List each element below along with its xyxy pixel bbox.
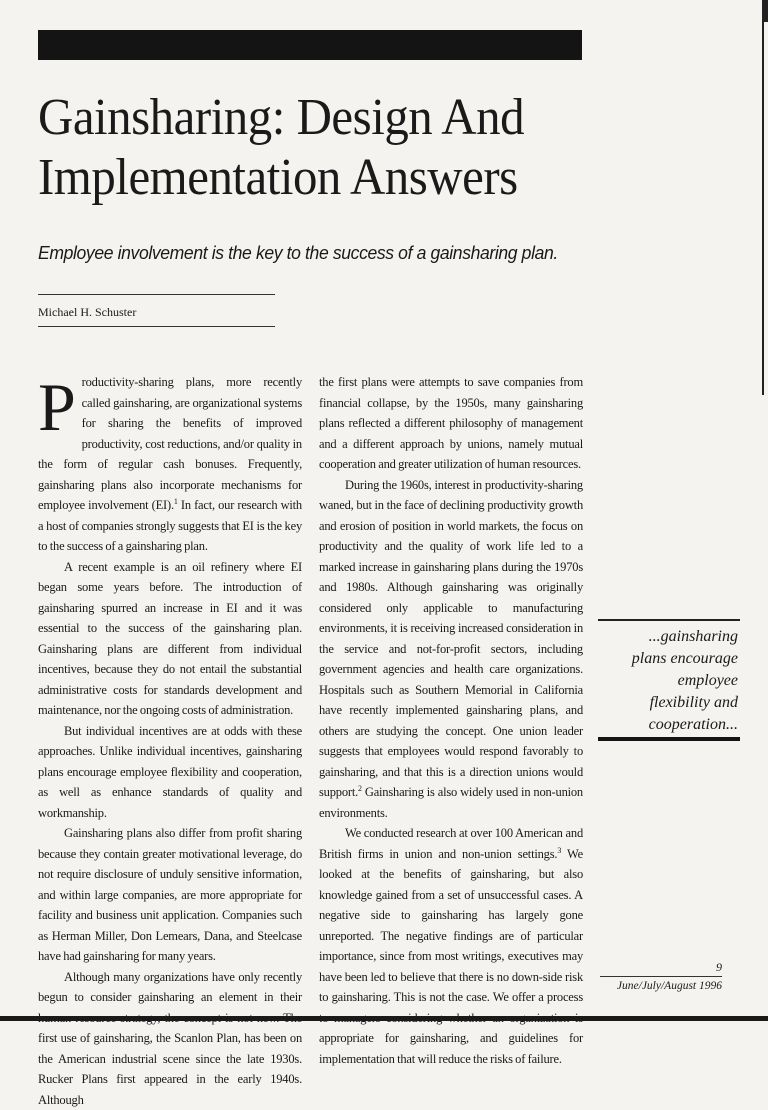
paragraph: Although many organizations have only recently begun to consider gainsharing an element in their first use of gainsharing, the Scanlon Plan, has been on the American industrial scene since the late 1930s. Rucker Plans first appeared in the early 1940s. Although [38, 967, 302, 1110]
author-rule-bottom [38, 326, 275, 327]
paragraph-text: Gainsharing is also widely used in non-union environments. [319, 785, 583, 820]
drop-cap: P [38, 374, 76, 436]
bottom-bar [0, 1016, 768, 1021]
paragraph-text: We looked at the benefits of gainsharing, but also knowledge gained from a set of unsuccessful cases. A negative side to gainsharing has largely gone unreported. The negative findings are of particular importance, since from most writings, executives may have been led to believe that there is no down-side risk to gainsharing. This is not the case. We offer a process appropriate for gainsharing, and guidelines for implementation that will reduce the risks of failure. [319, 847, 583, 1066]
article-title [38, 88, 621, 208]
page-number: 9 [600, 960, 722, 975]
text-column-1 [38, 372, 302, 1110]
pullquote-line: ...gainsharing [598, 626, 738, 648]
pullquote-rule-bottom [598, 737, 740, 741]
issue-date: June/July/August 1996 [600, 980, 722, 992]
pullquote-line: plans encourage [598, 648, 738, 670]
paragraph [38, 372, 302, 557]
paragraph: But individual incentives are at odds with these approaches. Unlike individual incentives, gainsharing plans encourage employee flexibility and cooperation, as well as enhance standards of quality and workmanship. [38, 721, 302, 824]
title-line-2: Implementation Answers [38, 149, 518, 206]
pullquote [598, 626, 738, 736]
paragraph [319, 475, 583, 824]
paragraph-text: In fact, our research with a host of companies strongly suggests that EI is the key to the success of a gainsharing plan. [38, 498, 302, 553]
footer-rule [600, 976, 722, 977]
pullquote-line: flexibility and [598, 692, 738, 714]
paragraph-text: During the 1960s, interest in productivity-sharing waned, but in the face of declining productivity growth and erosion of position in world markets, the focus on productivity and the quality of work life led to a marked increase in gainsharing plans during the 1970s and 1980s. Although gainsharing was originally considered only applicable to manufacturing environments, it is receiving increased consideration in the service and not-for-profit sectors, including government agencies and health care organizations. Hospitals such as Southern Memorial in California have recently implemented gainsharing plans, and others are studying the concept. One union leader suggests that employees would respond favorably to gainsharing, and that this is a direction unions would support. [319, 478, 583, 800]
page-edge-tick [764, 0, 768, 22]
footnote-ref: 1 [174, 497, 178, 506]
article-subtitle: Employee involvement is the key to the success of a gainsharing plan. [38, 242, 558, 264]
footnote-ref: 2 [358, 784, 362, 793]
text-column-2 [319, 372, 583, 1069]
header-bar [38, 30, 582, 60]
paragraph-text: roductivity-sharing plans, more recently called gainsharing, are organizational systems for sharing the benefits of improved productivity, cost reductions, and/or quality in the form of regular cash bonuses. Frequently, gainsharing plans also incorporate mechanisms for employee involvement (EI). [38, 375, 302, 512]
paragraph: the first plans were attempts to save companies from financial collapse, by the 1950s, many gainsharing plans reflected a different philosophy of management and a different approach by unions, namely mutual cooperation and greater utilization of human resources. [319, 372, 583, 475]
pullquote-rule-top [598, 619, 740, 621]
author-byline: Michael H. Schuster [38, 305, 136, 320]
page-edge-line [762, 0, 764, 395]
author-rule-top [38, 294, 275, 295]
paragraph [319, 823, 583, 1069]
paragraph-text: We conducted research at over 100 American and British firms in union and non-union settings. [319, 826, 583, 861]
footnote-ref: 3 [557, 845, 561, 854]
pullquote-line: employee [598, 670, 738, 692]
title-line-1: Gainsharing: Design And [38, 89, 524, 146]
paragraph: A recent example is an oil refinery where EI began some years before. The introduction of gainsharing spurred an increase in EI and it was essential to the success of the gainsharing plan. Gainsharing plans are different from individual incentives, because they do not entail the substantial administrative costs for standards development and maintenance, nor the ongoing costs of administration. [38, 557, 302, 721]
pullquote-line: cooperation... [598, 714, 738, 736]
paragraph: Gainsharing plans also differ from profit sharing because they contain greater motivational leverage, do not require disclosure of unduly sensitive information, and within large companies, are more appropriate for facility and business unit application. Companies such as Herman Miller, Don Lemears, Dana, and Steelcase have had gainsharing for many years. [38, 823, 302, 967]
